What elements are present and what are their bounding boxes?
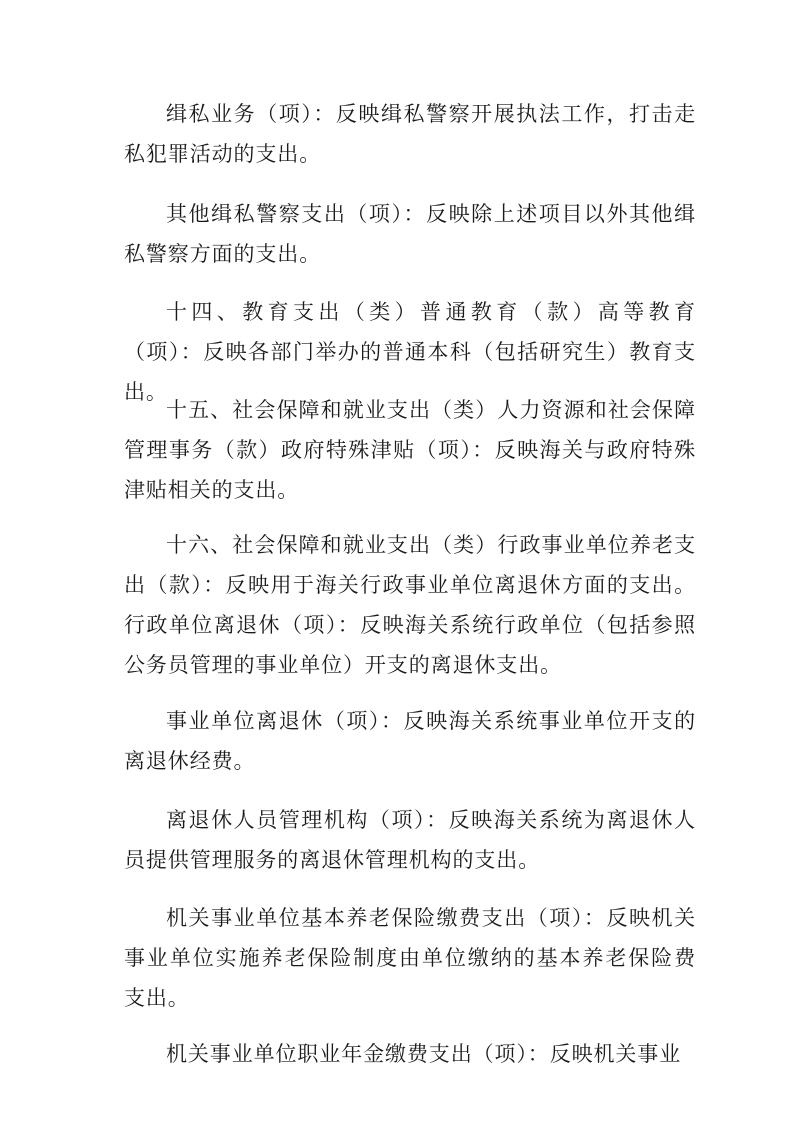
paragraph-retiree-management-agency: 离退休人员管理机构（项）：反映海关系统为离退休人员提供管理服务的离退休管理机构的支出。 (124, 808, 696, 872)
paragraph-public-institution-retirement: 事业单位离退休（项）：反映海关系统事业单位开支的离退休经费。 (124, 709, 696, 773)
paragraph-education-expenditure: 十四、教育支出（类）普通教育（款）高等教育（项）：反映各部门举办的普通本科（包括研究生）教育支出。 (124, 300, 696, 404)
paragraph-other-anti-smuggling-police: 其他缉私警察支出（项）：反映除上述项目以外其他缉私警察方面的支出。 (124, 202, 696, 266)
paragraph-basic-pension-insurance: 机关事业单位基本养老保险缴费支出（项）：反映机关事业单位实施养老保险制度由单位缴纳的基本养老保险费 支出。 (124, 906, 696, 1010)
paragraph-social-security-special-allowance: 十五、社会保障和就业支出（类）人力资源和社会保障管理事务（款）政府特殊津贴（项）：反映海关与政府特殊津贴相关的支出。 (124, 398, 696, 502)
paragraph-occupational-annuity: 机关事业单位职业年金缴费支出（项）：反映机关事业 (166, 1042, 682, 1066)
paragraph-anti-smuggling-operations: 缉私业务（项）：反映缉私警察开展执法工作，打击走私犯罪活动的支出。 (124, 102, 696, 166)
paragraph-retirement-expenditure: 十六、社会保障和就业支出（类）行政事业单位养老支出（款）：反映用于海关行政事业单位离退休方面的支出。行政单位离退休（项）：反映海关系统行政单位（包括参照公务员管理的事业单位）开支的离退休支出。 (124, 533, 696, 677)
